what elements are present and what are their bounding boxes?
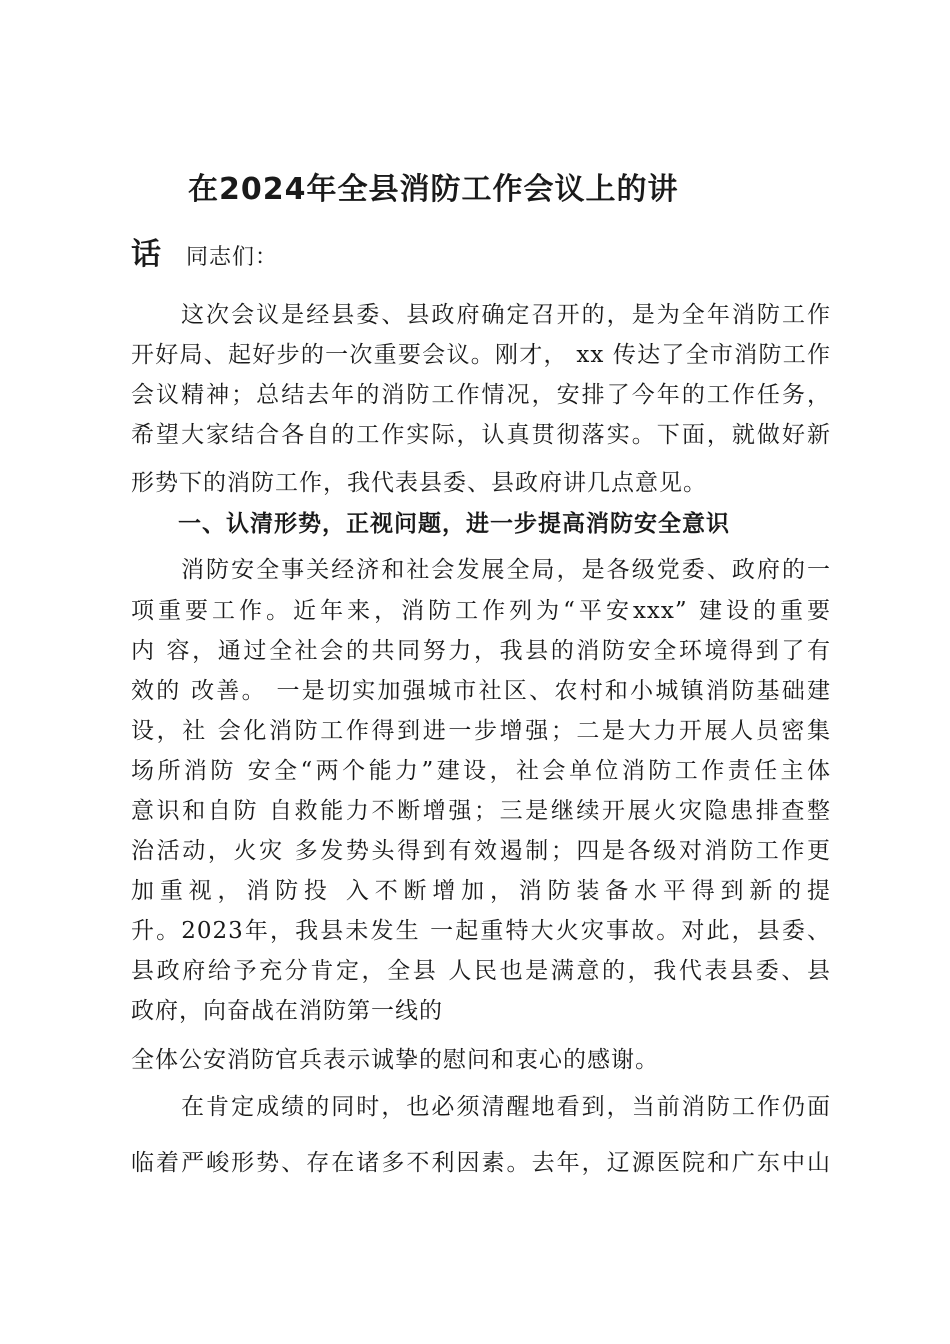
paragraph-line: 场所消防 安全“两个能力”建设，社会单位消防工作责任主体 — [131, 758, 831, 784]
paragraph-line: 意识和自防 自救能力不断增强；三是继续开展火灾隐患排查整 — [131, 798, 831, 824]
paragraph-line: 内 容，通过全社会的共同努力，我县的消防安全环境得到了有 — [131, 638, 831, 664]
paragraph-line: 在肯定成绩的同时，也必须清醒地看到，当前消防工作仍面 — [181, 1094, 831, 1120]
section-heading: 一、认清形势，正视问题，进一步提高消防安全意识 — [178, 511, 730, 537]
paragraph-line: 形势下的消防工作，我代表县委、县政府讲几点意见。 — [131, 470, 707, 496]
document-title: 在2024年全县消防工作会议上的讲 — [188, 172, 679, 207]
paragraph-line: 希望大家结合各自的工作实际，认真贯彻落实。下面，就做好新 — [131, 422, 831, 448]
paragraph-line: 会议精神；总结去年的消防工作情况，安排了今年的工作任务， — [131, 382, 831, 408]
paragraph-line: 治活动，火灾 多发势头得到有效遏制；四是各级对消防工作更 — [131, 838, 831, 864]
paragraph-line: 升。2023年，我县未发生 一起重特大火灾事故。对此，县委、 — [131, 918, 831, 944]
document-title-continuation: 话 — [131, 237, 161, 272]
paragraph-line: 项重要工作。近年来，消防工作列为“平安xxx” 建设的重要 — [131, 598, 831, 624]
paragraph-line: 政府，向奋战在消防第一线的 — [131, 998, 443, 1024]
greeting: 同志们： — [186, 245, 279, 270]
paragraph-line: 临着严峻形势、存在诸多不利因素。去年，辽源医院和广东中山 — [131, 1150, 831, 1176]
paragraph-line: 设，社 会化消防工作得到进一步增强；二是大力开展人员密集 — [131, 718, 831, 744]
paragraph-line: 全体公安消防官兵表示诚挚的慰问和衷心的感谢。 — [131, 1047, 659, 1073]
paragraph-line: 开好局、起好步的一次重要会议。刚才， xx 传达了全市消防工作 — [131, 342, 831, 368]
paragraph-line: 效的 改善。 一是切实加强城市社区、农村和小城镇消防基础建 — [131, 678, 831, 704]
paragraph-line: 加重视，消防投 入不断增加，消防装备水平得到新的提 — [131, 878, 831, 904]
paragraph-line: 这次会议是经县委、县政府确定召开的，是为全年消防工作 — [181, 302, 831, 328]
paragraph-line: 县政府给予充分肯定，全县 人民也是满意的，我代表县委、县 — [131, 958, 831, 984]
paragraph-line: 消防安全事关经济和社会发展全局，是各级党委、政府的一 — [181, 557, 831, 583]
